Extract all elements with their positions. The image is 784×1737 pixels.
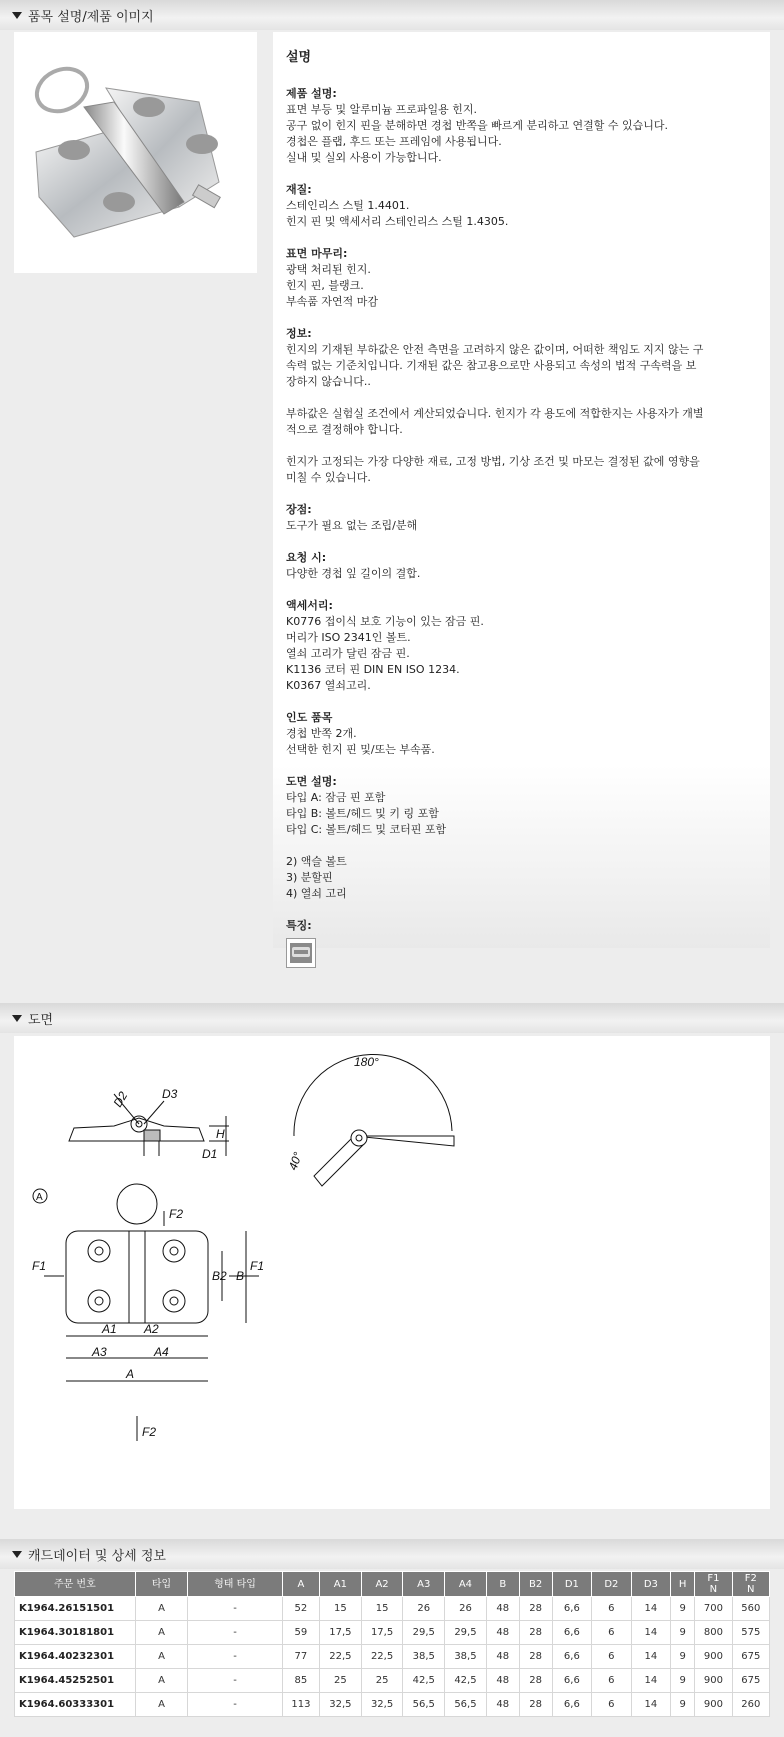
description-block [286, 710, 758, 758]
label-a1: A1 [102, 1322, 117, 1336]
label-f2-top: F2 [169, 1207, 184, 1221]
table-row[interactable] [15, 1669, 770, 1693]
block-line: 4) 열쇠 고리 [286, 887, 347, 900]
order-number-cell[interactable]: K1964.40232301 [15, 1645, 136, 1669]
block-line: 실내 및 실외 사용이 가능합니다. [286, 151, 442, 164]
table-cell: - [188, 1693, 282, 1717]
block-line: 부하값은 실험실 조건에서 계산되었습니다. 힌지가 각 용도에 적합한지는 사용자가 개별 [286, 407, 704, 420]
description-block [286, 326, 758, 390]
block-heading: 요청 시: [286, 551, 327, 564]
block-line: K1136 코터 핀 DIN EN ISO 1234. [286, 663, 460, 676]
table-cell: 9 [671, 1597, 695, 1621]
table-cell: 32,5 [361, 1693, 403, 1717]
table-cell: 6 [592, 1621, 632, 1645]
table-cell: 6 [592, 1645, 632, 1669]
label-a4: A4 [154, 1345, 169, 1359]
table-cell: 56,5 [445, 1693, 487, 1717]
table-cell: 28 [519, 1693, 552, 1717]
table-cell: 560 [732, 1597, 769, 1621]
table-cell: 32,5 [320, 1693, 362, 1717]
table-cell: 700 [695, 1597, 732, 1621]
description-panel [273, 32, 770, 948]
product-image-panel [14, 32, 257, 273]
block-heading: 재질: [286, 183, 312, 196]
table-cell: 6 [592, 1669, 632, 1693]
block-line: 미칠 수 있습니다. [286, 471, 371, 484]
block-line: K0367 열쇠고리. [286, 679, 371, 692]
column-header[interactable]: A4 [445, 1572, 487, 1597]
label-d1: D1 [202, 1147, 218, 1161]
block-line: 머리가 ISO 2341인 볼트. [286, 631, 411, 644]
section-header-cad[interactable] [0, 1539, 784, 1569]
block-line: K0776 접이식 보호 기능이 있는 잠금 핀. [286, 615, 484, 628]
block-line: 타입 C: 볼트/헤드 및 코터핀 포함 [286, 823, 447, 836]
description-block [286, 598, 758, 694]
block-heading: 장점: [286, 503, 312, 516]
block-heading: 정보: [286, 327, 312, 340]
table-cell: 25 [320, 1669, 362, 1693]
column-header[interactable]: H [671, 1572, 695, 1597]
table-cell: 6,6 [552, 1693, 592, 1717]
column-header[interactable]: 주문 번호 [15, 1572, 136, 1597]
column-header[interactable]: 형태 타입 [188, 1572, 282, 1597]
column-header[interactable]: D2 [592, 1572, 632, 1597]
table-cell: 260 [732, 1693, 769, 1717]
table-cell: A [135, 1693, 188, 1717]
table-cell: 9 [671, 1645, 695, 1669]
column-header[interactable]: A [282, 1572, 319, 1597]
block-line: 표면 부등 및 알루미늄 프로파일용 힌지. [286, 103, 477, 116]
section-header-drawing[interactable] [0, 1003, 784, 1033]
table-row[interactable] [15, 1621, 770, 1645]
block-line: 경첩 반쪽 2개. [286, 727, 357, 740]
label-f1-left: F1 [32, 1259, 47, 1273]
table-cell: 575 [732, 1621, 769, 1645]
table-cell: 29,5 [403, 1621, 445, 1645]
table-cell: 26 [403, 1597, 445, 1621]
table-header-row [15, 1572, 770, 1597]
description-block [286, 454, 758, 486]
label-a3: A3 [92, 1345, 107, 1359]
table-cell: 14 [631, 1669, 671, 1693]
table-cell: 56,5 [403, 1693, 445, 1717]
block-line: 공구 없이 힌지 핀을 분해하면 경첩 반쪽을 빠르게 분리하고 연결할 수 있습니다. [286, 119, 668, 132]
table-cell: 38,5 [403, 1645, 445, 1669]
table-cell: - [188, 1597, 282, 1621]
description-blocks [286, 86, 758, 934]
description-block [286, 86, 758, 166]
table-cell: 48 [486, 1669, 519, 1693]
label-f1-right: F1 [250, 1259, 265, 1273]
column-header[interactable]: A2 [361, 1572, 403, 1597]
label-type-a: A [36, 1192, 43, 1203]
hinge-product-image [14, 32, 257, 273]
table-cell: A [135, 1669, 188, 1693]
table-cell: 77 [282, 1645, 319, 1669]
table-cell: 900 [695, 1645, 732, 1669]
block-line: 스테인리스 스틸 1.4401. [286, 199, 410, 212]
column-header[interactable]: A3 [403, 1572, 445, 1597]
table-cell: 29,5 [445, 1621, 487, 1645]
order-number-cell[interactable]: K1964.26151501 [15, 1597, 136, 1621]
label-d2: D2 [110, 1089, 131, 1110]
table-cell: 52 [282, 1597, 319, 1621]
table-cell: 6,6 [552, 1669, 592, 1693]
table-cell: 6 [592, 1597, 632, 1621]
block-line: 도구가 필요 없는 조립/분해 [286, 519, 418, 532]
table-cell: 15 [320, 1597, 362, 1621]
table-cell: 59 [282, 1621, 319, 1645]
section-title: 도면 [28, 1012, 54, 1028]
table-cell: 9 [671, 1669, 695, 1693]
description-block [286, 246, 758, 310]
table-cell: 6,6 [552, 1645, 592, 1669]
section-title: 품목 설명/제품 이미지 [28, 9, 154, 25]
table-cell: 22,5 [320, 1645, 362, 1669]
label-angle-180: 180° [354, 1055, 379, 1069]
block-line: 부속품 자연적 마감 [286, 295, 379, 308]
table-cell: 42,5 [445, 1669, 487, 1693]
table-cell: - [188, 1669, 282, 1693]
table-body [15, 1597, 770, 1717]
table-cell: - [188, 1645, 282, 1669]
table-cell: 38,5 [445, 1645, 487, 1669]
table-cell: 17,5 [361, 1621, 403, 1645]
description-block [286, 182, 758, 230]
table-cell: 17,5 [320, 1621, 362, 1645]
table-row[interactable] [15, 1645, 770, 1669]
label-b: B [236, 1269, 245, 1283]
table-cell: 48 [486, 1621, 519, 1645]
block-heading: 액세서리: [286, 599, 333, 612]
cad-table-wrap [14, 1571, 770, 1720]
table-cell: 14 [631, 1597, 671, 1621]
description-block [286, 774, 758, 838]
table-cell: 48 [486, 1645, 519, 1669]
description-title: 설명 [286, 50, 312, 65]
block-line: 적으로 결정해야 합니다. [286, 423, 403, 436]
table-cell: 14 [631, 1645, 671, 1669]
collapse-triangle-icon[interactable] [12, 1015, 22, 1022]
table-cell: 800 [695, 1621, 732, 1645]
label-d3: D3 [162, 1087, 178, 1101]
table-cell: A [135, 1645, 188, 1669]
block-line: 광택 처리된 힌지. [286, 263, 371, 276]
column-header[interactable]: 타입 [135, 1572, 188, 1597]
block-line: 힌지 핀, 블랭크. [286, 279, 364, 292]
section-header-product[interactable] [0, 0, 784, 30]
block-line: 힌지가 고정되는 가장 다양한 재료, 고정 방법, 기상 조건 및 마모는 결정된 값에 영향을 [286, 455, 700, 468]
table-cell: 14 [631, 1621, 671, 1645]
block-heading: 특징: [286, 919, 312, 932]
table-cell: 15 [361, 1597, 403, 1621]
description-block [286, 918, 758, 934]
table-cell: 28 [519, 1621, 552, 1645]
column-header[interactable]: D3 [631, 1572, 671, 1597]
table-row[interactable] [15, 1597, 770, 1621]
label-angle-40: 40° [285, 1150, 306, 1173]
table-cell: 900 [695, 1669, 732, 1693]
column-header[interactable]: B2 [519, 1572, 552, 1597]
block-line: 경첩은 플랩, 후드 또는 프레임에 사용됩니다. [286, 135, 502, 148]
label-f2-bottom: F2 [142, 1425, 157, 1439]
description-block [286, 854, 758, 902]
order-number-cell[interactable]: K1964.45252501 [15, 1669, 136, 1693]
table-cell: 25 [361, 1669, 403, 1693]
table-row[interactable] [15, 1693, 770, 1717]
table-cell: 48 [486, 1597, 519, 1621]
order-number-cell[interactable]: K1964.30181801 [15, 1621, 136, 1645]
description-block [286, 550, 758, 582]
block-heading: 제품 설명: [286, 87, 337, 100]
table-cell: 42,5 [403, 1669, 445, 1693]
block-line: 타입 A: 잠금 핀 포함 [286, 791, 386, 804]
drawing-panel [14, 1036, 770, 1509]
block-line: 열쇠 고리가 달린 잠금 핀. [286, 647, 410, 660]
label-a: A [126, 1367, 135, 1381]
table-cell: 9 [671, 1621, 695, 1645]
table-cell: 9 [671, 1693, 695, 1717]
table-cell: 113 [282, 1693, 319, 1717]
section-title: 캐드데이터 및 상세 정보 [28, 1548, 166, 1564]
block-line: 속력 없는 기준치입니다. 기재된 값은 참고용으로만 사용되고 속성의 법적 구속력을 보 [286, 359, 697, 372]
block-heading: 도면 설명: [286, 775, 337, 788]
table-cell: 85 [282, 1669, 319, 1693]
block-heading: 표면 마무리: [286, 247, 348, 260]
order-number-cell[interactable]: K1964.60333301 [15, 1693, 136, 1717]
label-a2: A2 [144, 1322, 159, 1336]
description-block [286, 406, 758, 438]
table-cell: - [188, 1621, 282, 1645]
block-line: 3) 분할핀 [286, 871, 333, 884]
table-cell: 675 [732, 1669, 769, 1693]
column-header[interactable]: F2 N [732, 1572, 769, 1597]
block-line: 다양한 경첩 잎 길이의 결합. [286, 567, 421, 580]
collapse-triangle-icon[interactable] [12, 1551, 22, 1558]
cad-detail-table [14, 1571, 770, 1717]
table-cell: 14 [631, 1693, 671, 1717]
table-cell: 28 [519, 1597, 552, 1621]
block-line: 타입 B: 볼트/헤드 및 키 링 포함 [286, 807, 439, 820]
column-header[interactable]: B [486, 1572, 519, 1597]
table-cell: 6 [592, 1693, 632, 1717]
block-line: 힌지의 기재된 부하값은 안전 측면을 고려하지 않은 값이며, 어떠한 책임도 지지 않는 구 [286, 343, 704, 356]
column-header[interactable]: D1 [552, 1572, 592, 1597]
block-line: 2) 액슬 볼트 [286, 855, 347, 868]
column-header[interactable]: A1 [320, 1572, 362, 1597]
collapse-triangle-icon[interactable] [12, 12, 22, 19]
table-cell: 26 [445, 1597, 487, 1621]
description-block [286, 502, 758, 534]
stainless-steel-badge-icon[interactable] [286, 938, 316, 968]
table-cell: 28 [519, 1669, 552, 1693]
table-cell: 900 [695, 1693, 732, 1717]
table-cell: 6,6 [552, 1621, 592, 1645]
block-heading: 인도 품목 [286, 711, 333, 724]
label-b2: B2 [212, 1269, 227, 1283]
table-cell: A [135, 1597, 188, 1621]
table-cell: 6,6 [552, 1597, 592, 1621]
table-cell: 48 [486, 1693, 519, 1717]
table-cell: 28 [519, 1645, 552, 1669]
table-cell: 675 [732, 1645, 769, 1669]
block-line: 선택한 힌지 핀 및/또는 부속품. [286, 743, 435, 756]
block-line: 장하지 않습니다.. [286, 375, 371, 388]
block-line: 힌지 핀 및 액세서리 스테인리스 스틸 1.4305. [286, 215, 509, 228]
technical-drawing [14, 1036, 770, 1509]
table-cell: 22,5 [361, 1645, 403, 1669]
label-h: H [216, 1127, 225, 1141]
table-cell: A [135, 1621, 188, 1645]
column-header[interactable]: F1 N [695, 1572, 732, 1597]
